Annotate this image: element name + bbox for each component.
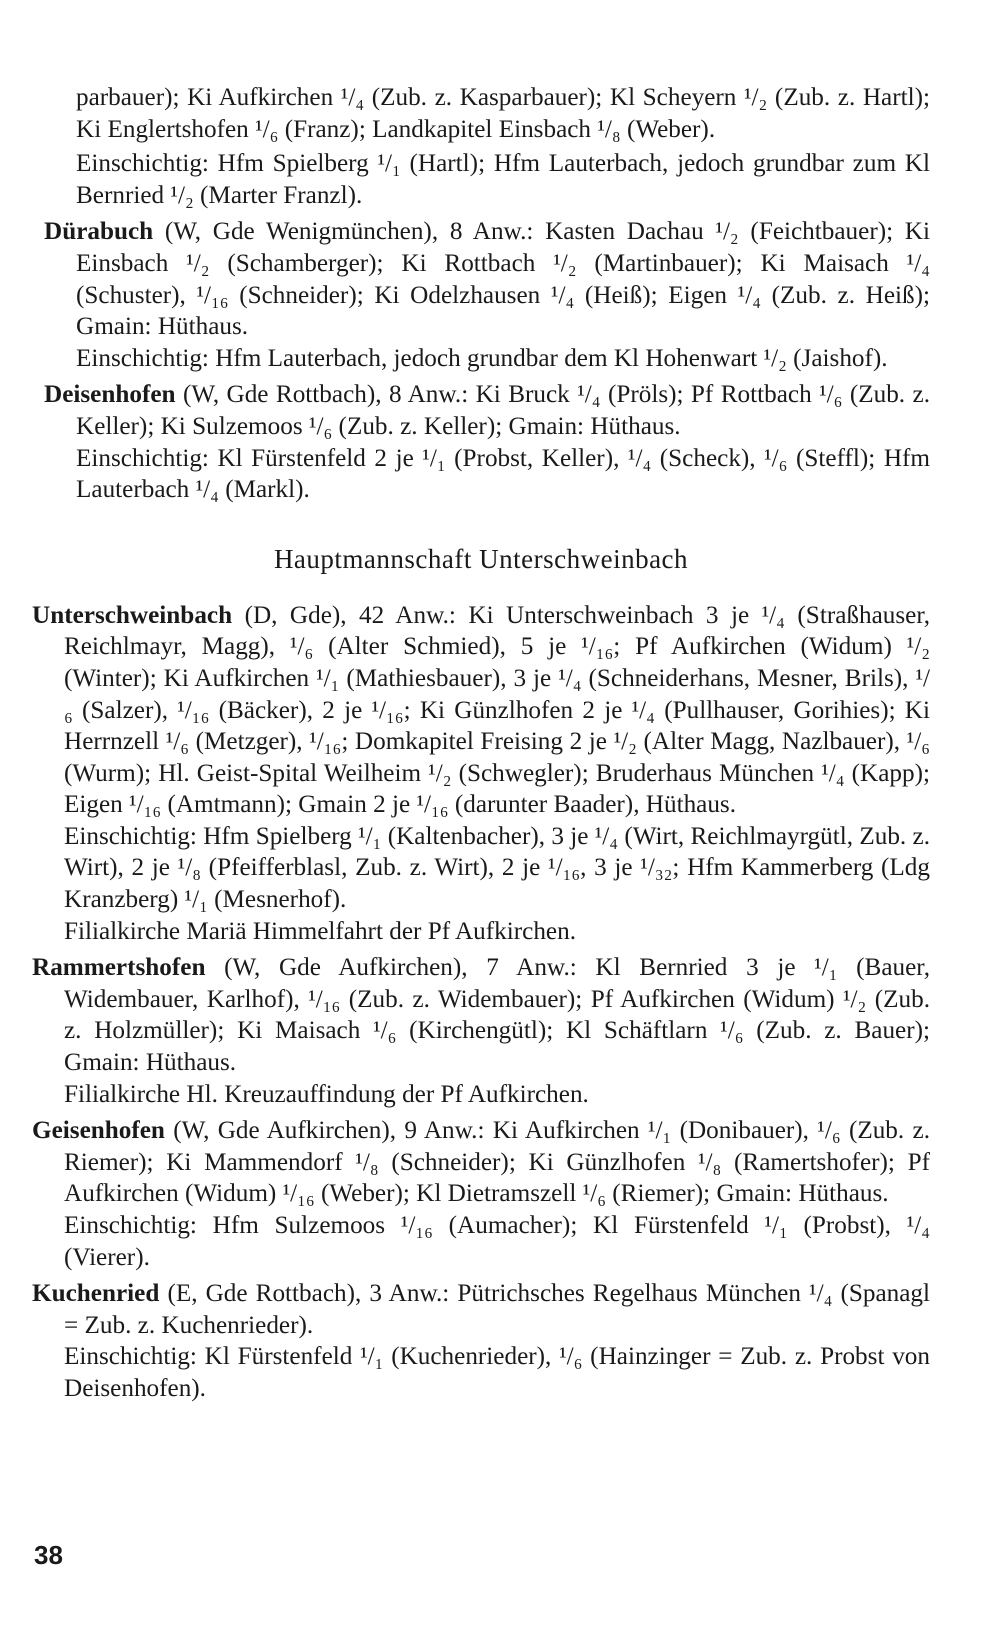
entry-kuchenried [32,1278,930,1341]
entry-body: (E, Gde Rottbach), 3 Anw.: Pütrichsches Regelhaus München ¹/₄ (Spanagl = Zub. z. Kuchenrieder). [64,1280,930,1339]
entry-head-word: Dürabuch [44,218,154,246]
entry-deisenhofen-einschichtig [32,443,930,506]
entry-rammertshofen [32,952,930,1078]
entry-head-word: Deisenhofen [44,381,176,409]
entry-body: (W, Gde Wenigmünchen), 8 Anw.: Kasten Dachau ¹/₂ (Feichtbauer); Ki Einsbach ¹/₂ (Schamberger); Ki Rottbach ¹/₂ (Martinbauer); Ki Maisach ¹/₄ (Schuster), ¹/₁₆ (Schneider); Ki Odelzhausen ¹/₄ (Heiß); Eigen ¹/₄ (Zub. z. Heiß); Gmain: Hüthaus. [76,218,930,341]
entry-head-word: Unterschweinbach [32,601,233,629]
entry-geisenhofen [32,1115,930,1210]
entry-sub: Einschichtig: Hfm Sulzemoos ¹/₁₆ (Aumacher); Kl Fürstenfeld ¹/₁ (Probst), ¹/₄ (Vierer). [64,1212,930,1271]
page-number: 38 [34,1540,63,1570]
entry-geisenhofen-einschichtig [32,1210,930,1273]
entry-unterschweinbach [32,600,930,821]
entry-body: (W, Gde Rottbach), 8 Anw.: Ki Bruck ¹/₄ (Pröls); Pf Rottbach ¹/₆ (Zub. z. Keller); Ki Sulzemoos ¹/₆ (Zub. z. Keller); Gmain: Hüthaus. [76,381,930,440]
entry-body: (W, Gde Aufkirchen), 7 Anw.: Kl Bernried 3 je ¹/₁ (Bauer, Widembauer, Karlhof), ¹/₁₆ (Zub. z. Widembauer); Pf Aufkirchen (Widum) ¹/₂ (Zub. z. Holzmüller); Ki Maisach ¹/₆ (Kirchengütl); Kl Schäftlarn ¹/₆ (Zub. z. Bauer); Gmain: Hüthaus. [64,954,930,1077]
entry-sub: Filialkirche Hl. Kreuzauffindung der Pf Aufkirchen. [64,1080,589,1108]
entry-unterschweinbach-filialkirche [32,916,930,948]
entry-head-word: Rammertshofen [32,954,206,982]
entry-duerabuch-einschichtig [32,343,930,375]
entry-head-word: Kuchenried [32,1280,160,1308]
entry-sub: Einschichtig: Hfm Spielberg ¹/₁ (Kaltenbacher), 3 je ¹/₄ (Wirt, Reichlmayrgütl, Zub. z. Wirt), 2 je ¹/₈ (Pfeifferblasl, Zub. z. Wirt), 2 je ¹/₁₆, 3 je ¹/₃₂; Hfm Kammerberg (Ldg Kranzberg) ¹/₁ (Mesnerhof). [64,822,930,914]
text-column [32,82,930,1410]
entry-duerabuch [32,216,930,342]
entry-sub: Einschichtig: Kl Fürstenfeld ¹/₁ (Kuchenrieder), ¹/₆ (Hainzinger = Zub. z. Probst von Deisenhofen). [64,1343,930,1402]
paragraph-einschichtig [32,148,930,211]
entry-body: (W, Gde Aufkirchen), 9 Anw.: Ki Aufkirchen ¹/₁ (Donibauer), ¹/₆ (Zub. z. Riemer); Ki Mammendorf ¹/₈ (Schneider); Ki Günzlhofen ¹/₈ (Ramertshofer); Pf Aufkirchen (Widum) ¹/₁₆ (Weber); Kl Dietramszell ¹/₆ (Riemer); Gmain: Hüthaus. [64,1117,930,1208]
paragraph-continuation [32,82,930,145]
entry-body: (D, Gde), 42 Anw.: Ki Unterschweinbach 3 je ¹/₄ (Straßhauser, Reichlmayr, Magg), ¹/₆ (Alter Schmied), 5 je ¹/₁₆; Pf Aufkirchen (Widum) ¹/₂ (Winter); Ki Aufkirchen ¹/₁ (Mathiesbauer), 3 je ¹/₄ (Schneiderhans, Mesner, Brils), ¹/₆ (Salzer), ¹/₁₆ (Bäcker), 2 je ¹/₁₆; Ki Günzlhofen 2 je ¹/₄ (Pullhauser, Gorihies); Ki Herrnzell ¹/₆ (Metzger), ¹/₁₆; Domkapitel Freising 2 je ¹/₂ (Alter Magg, Nazlbauer), ¹/₆ (Wurm); Hl. Geist-Spital Weilheim ¹/₂ (Schwegler); Bruderhaus München ¹/₄ (Kapp); Eigen ¹/₁₆ (Amtmann); Gmain 2 je ¹/₁₆ (darunter Baader), Hüthaus. [64,601,930,819]
entry-kuchenried-einschichtig [32,1341,930,1404]
entry-unterschweinbach-einschichtig [32,821,930,916]
entry-rammertshofen-filialkirche [32,1079,930,1111]
section-heading: Hauptmannschaft Unterschweinbach [273,543,689,574]
entry-sub: Filialkirche Mariä Himmelfahrt der Pf Aufkirchen. [64,917,576,945]
paragraph-text: parbauer); Ki Aufkirchen ¹/₄ (Zub. z. Kasparbauer); Kl Scheyern ¹/₂ (Zub. z. Hartl); Ki Englertshofen ¹/₆ (Franz); Landkapitel Einsbach ¹/₈ (Weber). [76,84,930,143]
entry-deisenhofen [32,379,930,442]
entry-head-word: Geisenhofen [32,1117,165,1145]
entry-sub: Einschichtig: Hfm Lauterbach, jedoch grundbar dem Kl Hohenwart ¹/₂ (Jaishof). [76,344,888,372]
paragraph-text: Einschichtig: Hfm Spielberg ¹/₁ (Hartl); Hfm Lauterbach, jedoch grundbar zum Kl Bernried ¹/₂ (Marter Franzl). [76,150,930,209]
entry-sub: Einschichtig: Kl Fürstenfeld 2 je ¹/₁ (Probst, Keller), ¹/₄ (Scheck), ¹/₆ (Steffl); Hfm Lauterbach ¹/₄ (Markl). [76,444,930,504]
